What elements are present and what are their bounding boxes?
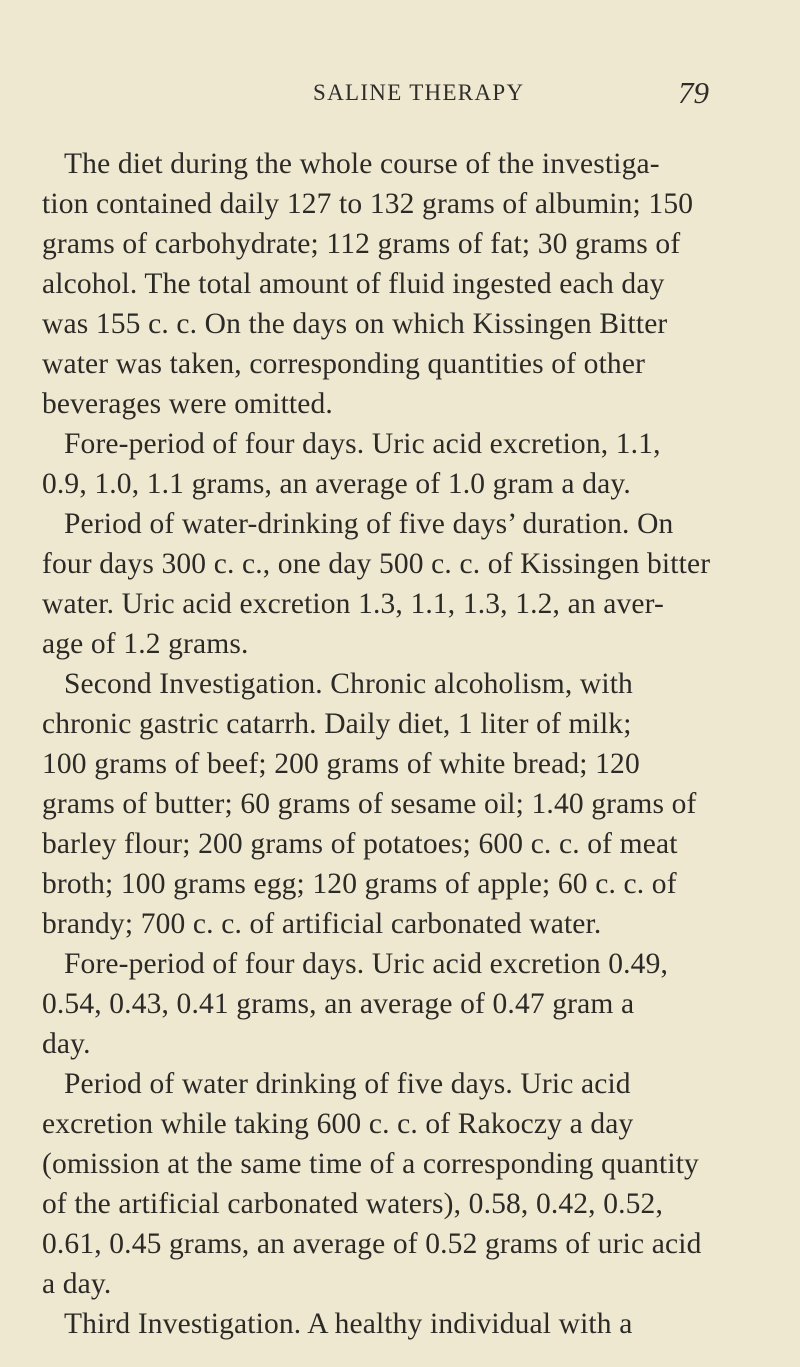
text-line: 0.61, 0.45 grams, an average of 0.52 grams of uric acid [42,1228,702,1260]
text-line: excretion while taking 600 c. c. of Rakoczy a day [42,1108,634,1140]
text-line: beverages were omitted. [42,388,333,420]
page-number: 79 [678,75,709,110]
text-line: was 155 c. c. On the days on which Kissingen Bitter [42,308,668,340]
text-line: age of 1.2 grams. [42,628,249,660]
text-line: day. [42,1028,91,1060]
text-line: barley flour; 200 grams of potatoes; 600 c. c. of meat [42,828,678,860]
text-line: Period of water drinking of five days. Uric acid [64,1068,631,1100]
running-head: SALINE THERAPY [313,80,525,105]
text-line: 100 grams of beef; 200 grams of white bread; 120 [42,748,640,780]
text-line: 0.9, 1.0, 1.1 grams, an average of 1.0 gram a day. [42,468,631,500]
text-line: The diet during the whole course of the investiga- [64,148,660,180]
text-line: tion contained daily 127 to 132 grams of albumin; 150 [42,188,694,220]
text-line: water was taken, corresponding quantities of other [42,348,646,380]
text-line: grams of butter; 60 grams of sesame oil; 1.40 grams of [42,788,697,820]
text-line: (omission at the same time of a corresponding quantity [42,1148,699,1180]
text-line: grams of carbohydrate; 112 grams of fat; 30 grams of [42,228,681,260]
text-line: four days 300 c. c., one day 500 c. c. of Kissingen bitter [42,548,711,580]
text-line: Fore-period of four days. Uric acid excretion 0.49, [64,948,669,980]
text-line: alcohol. The total amount of fluid ingested each day [42,268,665,300]
page-header [0,75,800,114]
text-line: Second Investigation. Chronic alcoholism, with [64,668,633,700]
text-line: Period of water-drinking of five days’ duration. On [64,508,674,540]
text-line: a day. [42,1268,112,1300]
text-line: Third Investigation. A healthy individual with a [64,1308,633,1340]
text-line: chronic gastric catarrh. Daily diet, 1 liter of milk; [42,708,632,740]
text-line: brandy; 700 c. c. of artificial carbonated water. [42,908,602,940]
text-line: Fore-period of four days. Uric acid excretion, 1.1, [64,428,661,460]
text-line: broth; 100 grams egg; 120 grams of apple; 60 c. c. of [42,868,677,900]
text-line: 0.54, 0.43, 0.41 grams, an average of 0.47 gram a [42,988,635,1020]
text-line: water. Uric acid excretion 1.3, 1.1, 1.3, 1.2, an aver- [42,588,665,620]
text-line: of the artificial carbonated waters), 0.58, 0.42, 0.52, [42,1188,663,1220]
